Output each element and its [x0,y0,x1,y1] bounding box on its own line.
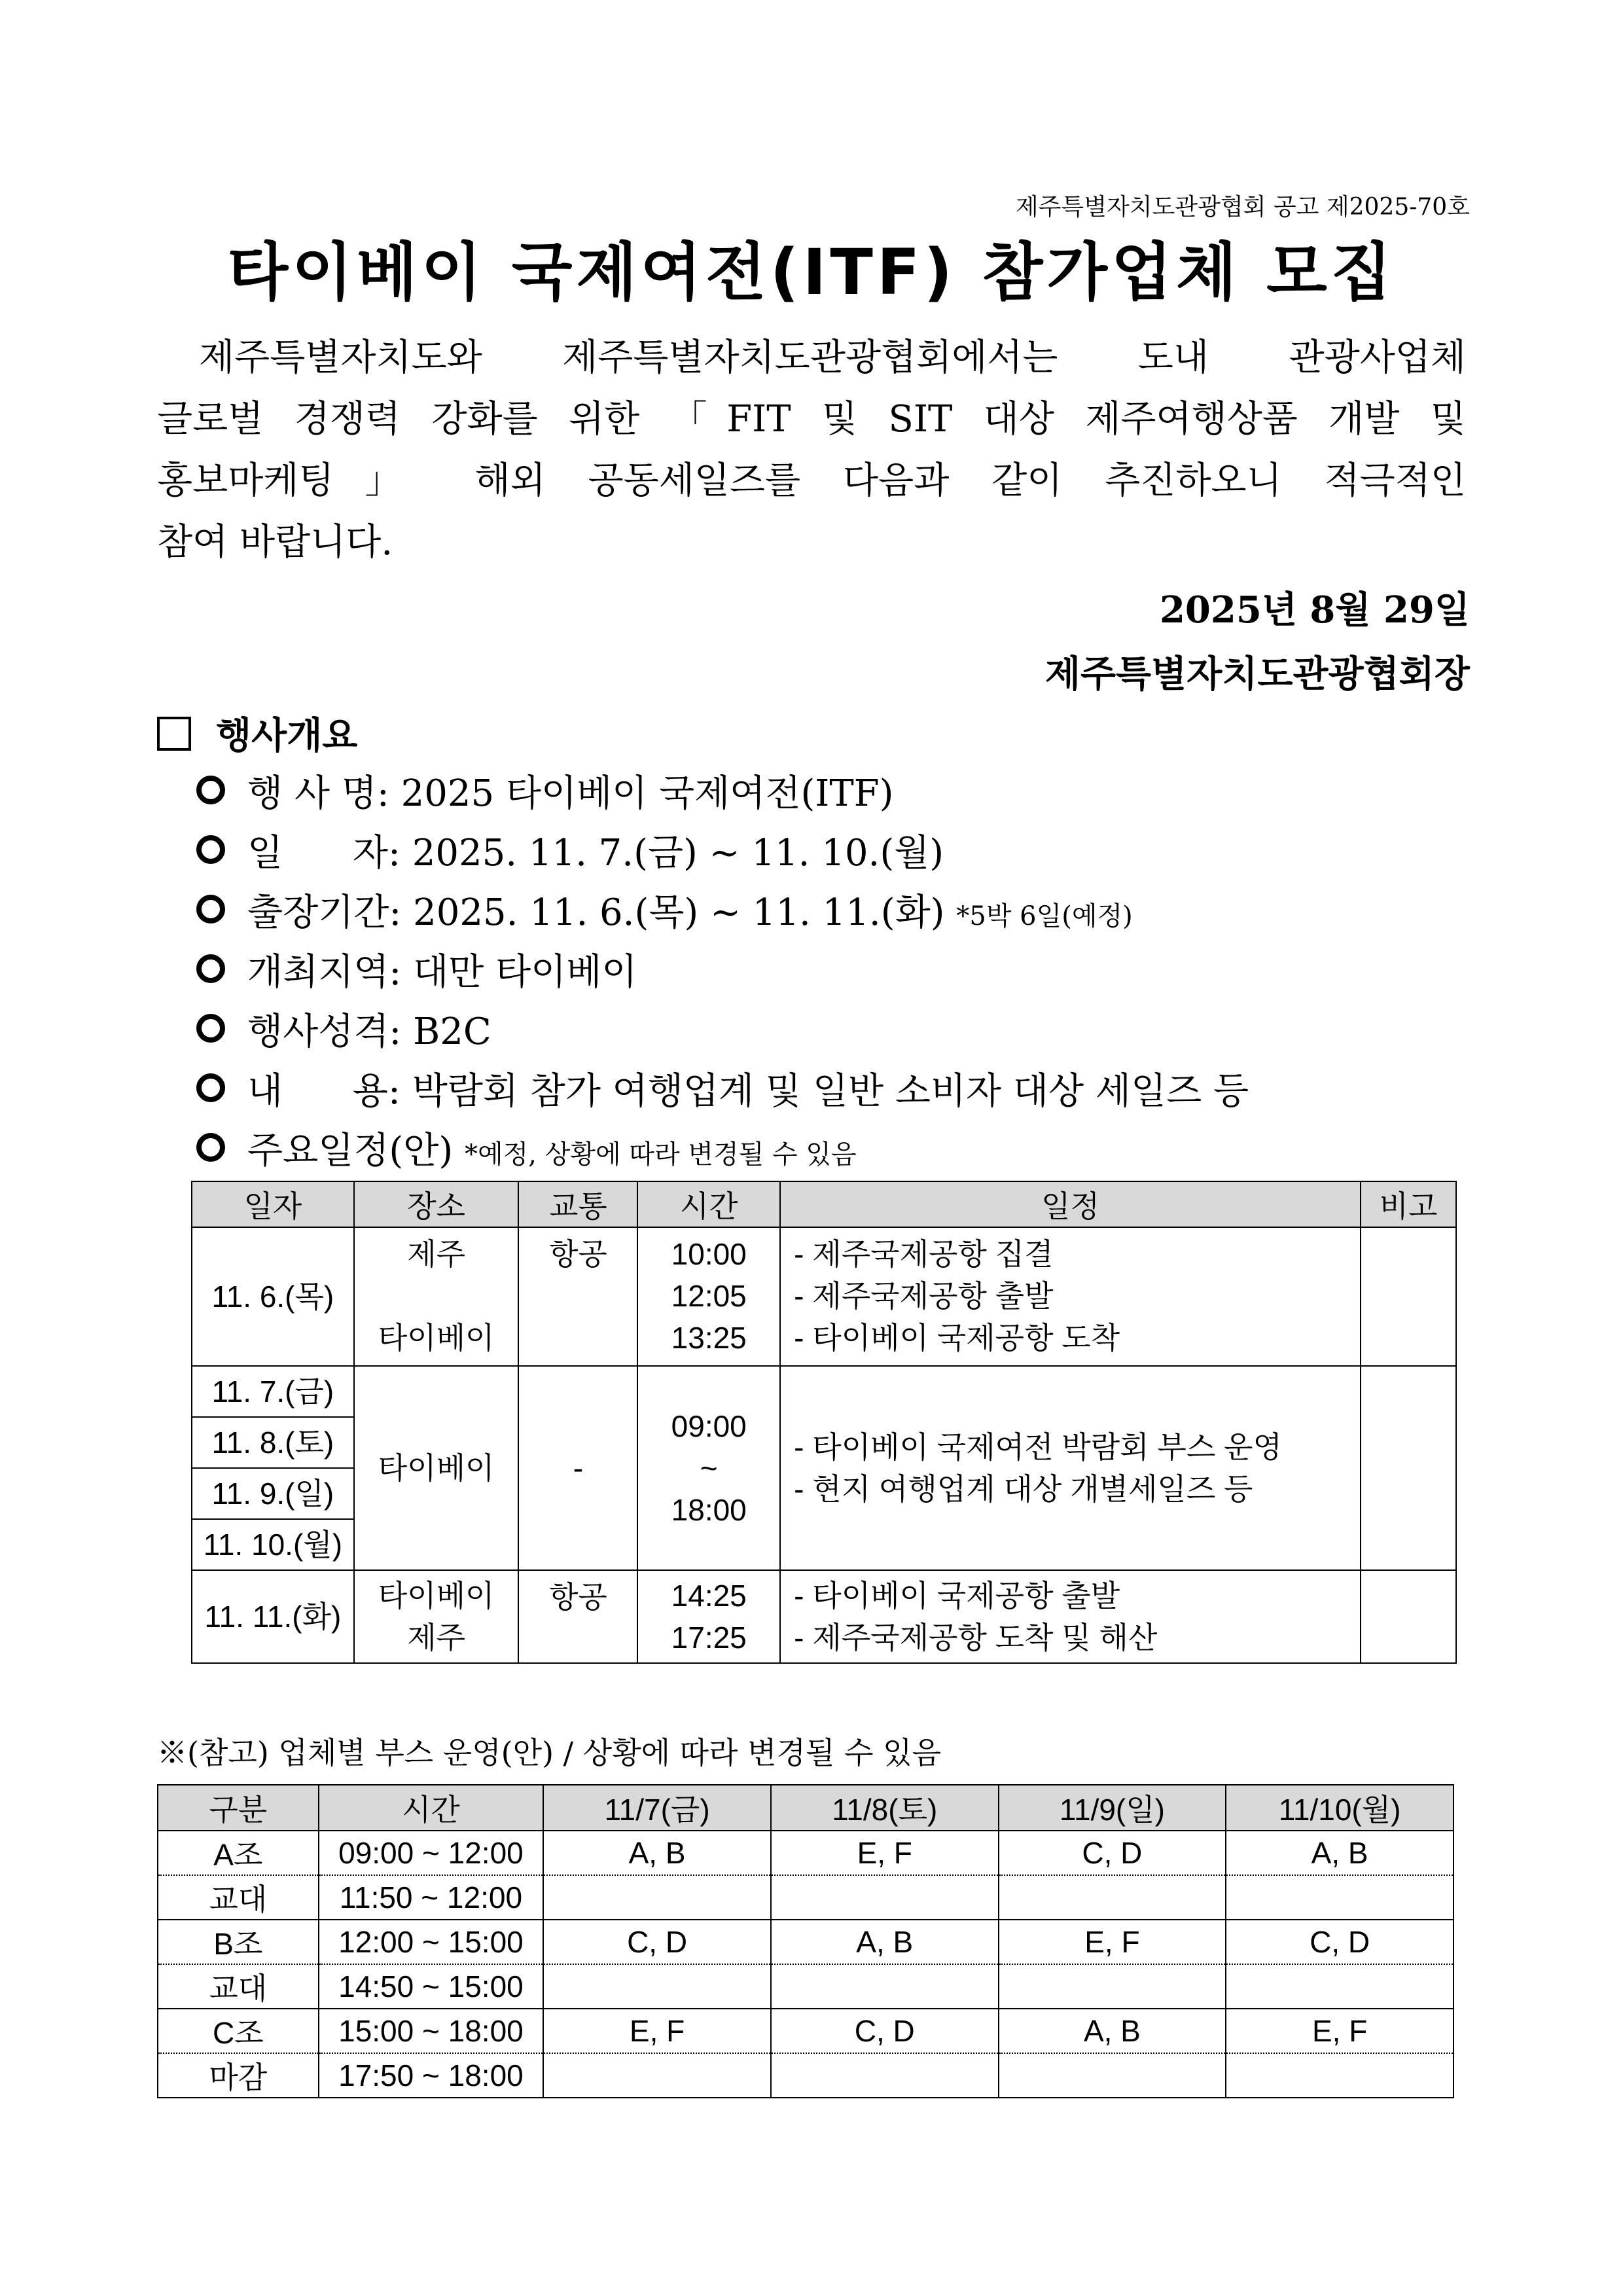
date-cell: 11. 8.(토) [192,1417,354,1468]
issuer: 제주특별자치도관광협회장 [1044,653,1470,696]
event-overview [196,764,1467,1181]
column-header: 일자 [192,1181,354,1227]
info-note: *예정, 상황에 따라 변경될 수 있음 [465,1139,857,1170]
column-header: 교통 [518,1181,637,1227]
plan-text: - 타이베이 국제공항 도착 [794,1321,1120,1355]
column-header: 비고 [1361,1181,1456,1227]
intro-paragraph [157,327,1466,573]
booth-cell [1226,1964,1454,2009]
intro-line: 글로벌 경쟁력 강화를 위한 「FIT 및 SIT 대상 제주여행상품 개발 및 [157,398,1466,440]
table-row [158,1875,1454,1920]
info-row-region [196,943,1467,1003]
info-row-schedule [196,1122,1467,1181]
booth-cell: A, B [1226,1831,1454,1875]
intro-line: 홍보마케팅」 해외 공동세일즈를 다음과 같이 추진하오니 적극적인 [157,459,1466,502]
time-text: 13:25 [671,1321,747,1355]
info-row-content [196,1062,1467,1122]
info-value: 박람회 참가 여행업계 및 일반 소비자 대상 세일즈 등 [412,1070,1249,1113]
circle-bullet-icon [196,1014,225,1043]
info-label: 출장기간: [247,891,402,934]
info-note: *5박 6일(예정) [956,901,1133,931]
checkbox-square-icon [157,717,191,751]
table-row [158,1964,1454,2009]
group-cell: 교대 [158,1875,319,1920]
table-row [158,1831,1454,1875]
booth-note: ※(참고) 업체별 부스 운영(안) / 상황에 따라 변경될 수 있음 [157,1735,942,1770]
circle-bullet-icon [196,776,225,804]
group-cell: 교대 [158,1964,319,2009]
notice-number: 제주특별자치도관광협회 공고 제2025-70호 [1015,194,1470,221]
time-text: 10:00 [671,1237,747,1271]
table-row [192,1227,1456,1366]
note-cell [1361,1227,1456,1366]
group-cell: A조 [158,1831,319,1875]
date-cell: 11. 9.(일) [192,1468,354,1519]
plan-text: - 타이베이 국제여전 박람회 부스 운영 [794,1430,1282,1464]
time-text: ~ [700,1451,718,1485]
group-cell: B조 [158,1920,319,1964]
table-header-row [192,1181,1456,1227]
circle-bullet-icon [196,1073,225,1102]
time-cell [637,1227,780,1366]
time-text: 17:25 [671,1621,747,1655]
place-cell: 타이베이 [354,1366,519,1570]
time-cell: 11:50 ~ 12:00 [319,1875,544,1920]
circle-bullet-icon [196,1133,225,1162]
time-cell: 14:50 ~ 15:00 [319,1964,544,2009]
info-label: 내 용: [247,1070,401,1113]
circle-bullet-icon [196,835,225,864]
booth-cell [543,1964,771,2009]
circle-bullet-icon [196,895,225,924]
section-title: 행사개요 [216,714,358,757]
info-label: 일 자: [247,832,401,874]
column-header: 시간 [637,1181,780,1227]
booth-cell [771,2053,999,2098]
booth-cell [771,1875,999,1920]
table-row [158,1920,1454,1964]
info-label: 행사성격: [247,1011,402,1053]
column-header: 장소 [354,1181,519,1227]
group-cell: 마감 [158,2053,319,2098]
info-value: 대만 타이베이 [413,951,637,994]
info-row-dates [196,824,1467,884]
time-text: 09:00 [671,1409,747,1443]
notice-date: 2025년 8월 29일 [1159,588,1470,632]
note-cell [1361,1366,1456,1570]
place-text: 제주 [407,1621,466,1655]
table-header-row [158,1785,1454,1831]
info-label: 행 사 명: [247,772,389,815]
place-text: 제주 [407,1237,466,1271]
booth-cell: A, B [543,1831,771,1875]
transport-cell: 항공 [518,1570,637,1663]
booth-cell [543,2053,771,2098]
time-cell [637,1366,780,1570]
note-cell [1361,1570,1456,1663]
column-header: 11/10(월) [1226,1785,1454,1831]
booth-cell [543,1875,771,1920]
info-label: 개최지역: [247,951,402,994]
booth-cell: A, B [999,2009,1226,2053]
time-cell: 15:00 ~ 18:00 [319,2009,544,2053]
circle-bullet-icon [196,954,225,983]
place-cell [354,1227,519,1366]
section-heading [157,707,357,759]
plan-text: - 제주국제공항 도착 및 해산 [794,1621,1158,1655]
page-title: 타이베이 국제여전(ITF) 참가업체 모집 [227,236,1396,309]
date-cell: 11. 7.(금) [192,1366,354,1417]
booth-cell [1226,2053,1454,2098]
info-value: B2C [413,1011,491,1053]
column-header: 시간 [319,1785,544,1831]
date-cell: 11. 10.(월) [192,1519,354,1570]
booth-cell: A, B [771,1920,999,1964]
info-value: 2025 타이베이 국제여전(ITF) [401,772,894,815]
intro-line: 제주특별자치도와 제주특별자치도관광협회에서는 도내 관광사업체 [199,336,1466,379]
info-value: 2025. 11. 7.(금) ~ 11. 10.(월) [412,832,944,874]
booth-cell: E, F [771,1831,999,1875]
info-row-type [196,1003,1467,1062]
info-row-event [196,764,1467,824]
info-label: 주요일정(안) [247,1130,454,1172]
column-header: 11/7(금) [543,1785,771,1831]
transport-cell: - [518,1366,637,1570]
booth-cell: E, F [1226,2009,1454,2053]
plan-cell [780,1227,1361,1366]
plan-cell [780,1570,1361,1663]
column-header: 11/9(일) [999,1785,1226,1831]
time-text: 18:00 [671,1493,747,1527]
time-text: 14:25 [671,1579,747,1613]
place-cell [354,1570,519,1663]
column-header: 일정 [780,1181,1361,1227]
booth-cell: C, D [999,1831,1226,1875]
schedule-table [191,1181,1457,1664]
booth-cell [999,2053,1226,2098]
plan-text: - 제주국제공항 출발 [794,1279,1054,1313]
booth-cell: C, D [771,2009,999,2053]
booth-cell [1226,1875,1454,1920]
booth-cell: E, F [999,1920,1226,1964]
time-cell [637,1570,780,1663]
booth-table [157,1784,1454,2098]
time-cell: 12:00 ~ 15:00 [319,1920,544,1964]
table-row [158,2009,1454,2053]
info-row-trip [196,884,1467,943]
table-row [158,2053,1454,2098]
booth-cell: C, D [543,1920,771,1964]
booth-cell: E, F [543,2009,771,2053]
plan-text: - 타이베이 국제공항 출발 [794,1579,1120,1613]
place-text: 타이베이 [378,1321,495,1355]
column-header: 11/8(토) [771,1785,999,1831]
date-cell: 11. 6.(목) [192,1227,354,1366]
booth-cell [771,1964,999,2009]
table-row [192,1366,1456,1417]
plan-text: - 제주국제공항 집결 [794,1237,1054,1271]
date-cell: 11. 11.(화) [192,1570,354,1663]
booth-cell [999,1964,1226,2009]
booth-cell [999,1875,1226,1920]
time-text: 12:05 [671,1279,747,1313]
time-cell: 17:50 ~ 18:00 [319,2053,544,2098]
plan-cell [780,1366,1361,1570]
intro-line: 참여 바랍니다. [157,521,393,564]
transport-cell: 항공 [518,1227,637,1366]
group-cell: C조 [158,2009,319,2053]
plan-text: - 현지 여행업계 대상 개별세일즈 등 [794,1472,1253,1506]
time-cell: 09:00 ~ 12:00 [319,1831,544,1875]
table-row [192,1570,1456,1663]
info-value: 2025. 11. 6.(목) ~ 11. 11.(화) [413,891,945,934]
booth-cell: C, D [1226,1920,1454,1964]
column-header: 구분 [158,1785,319,1831]
place-text: 타이베이 [378,1579,495,1613]
